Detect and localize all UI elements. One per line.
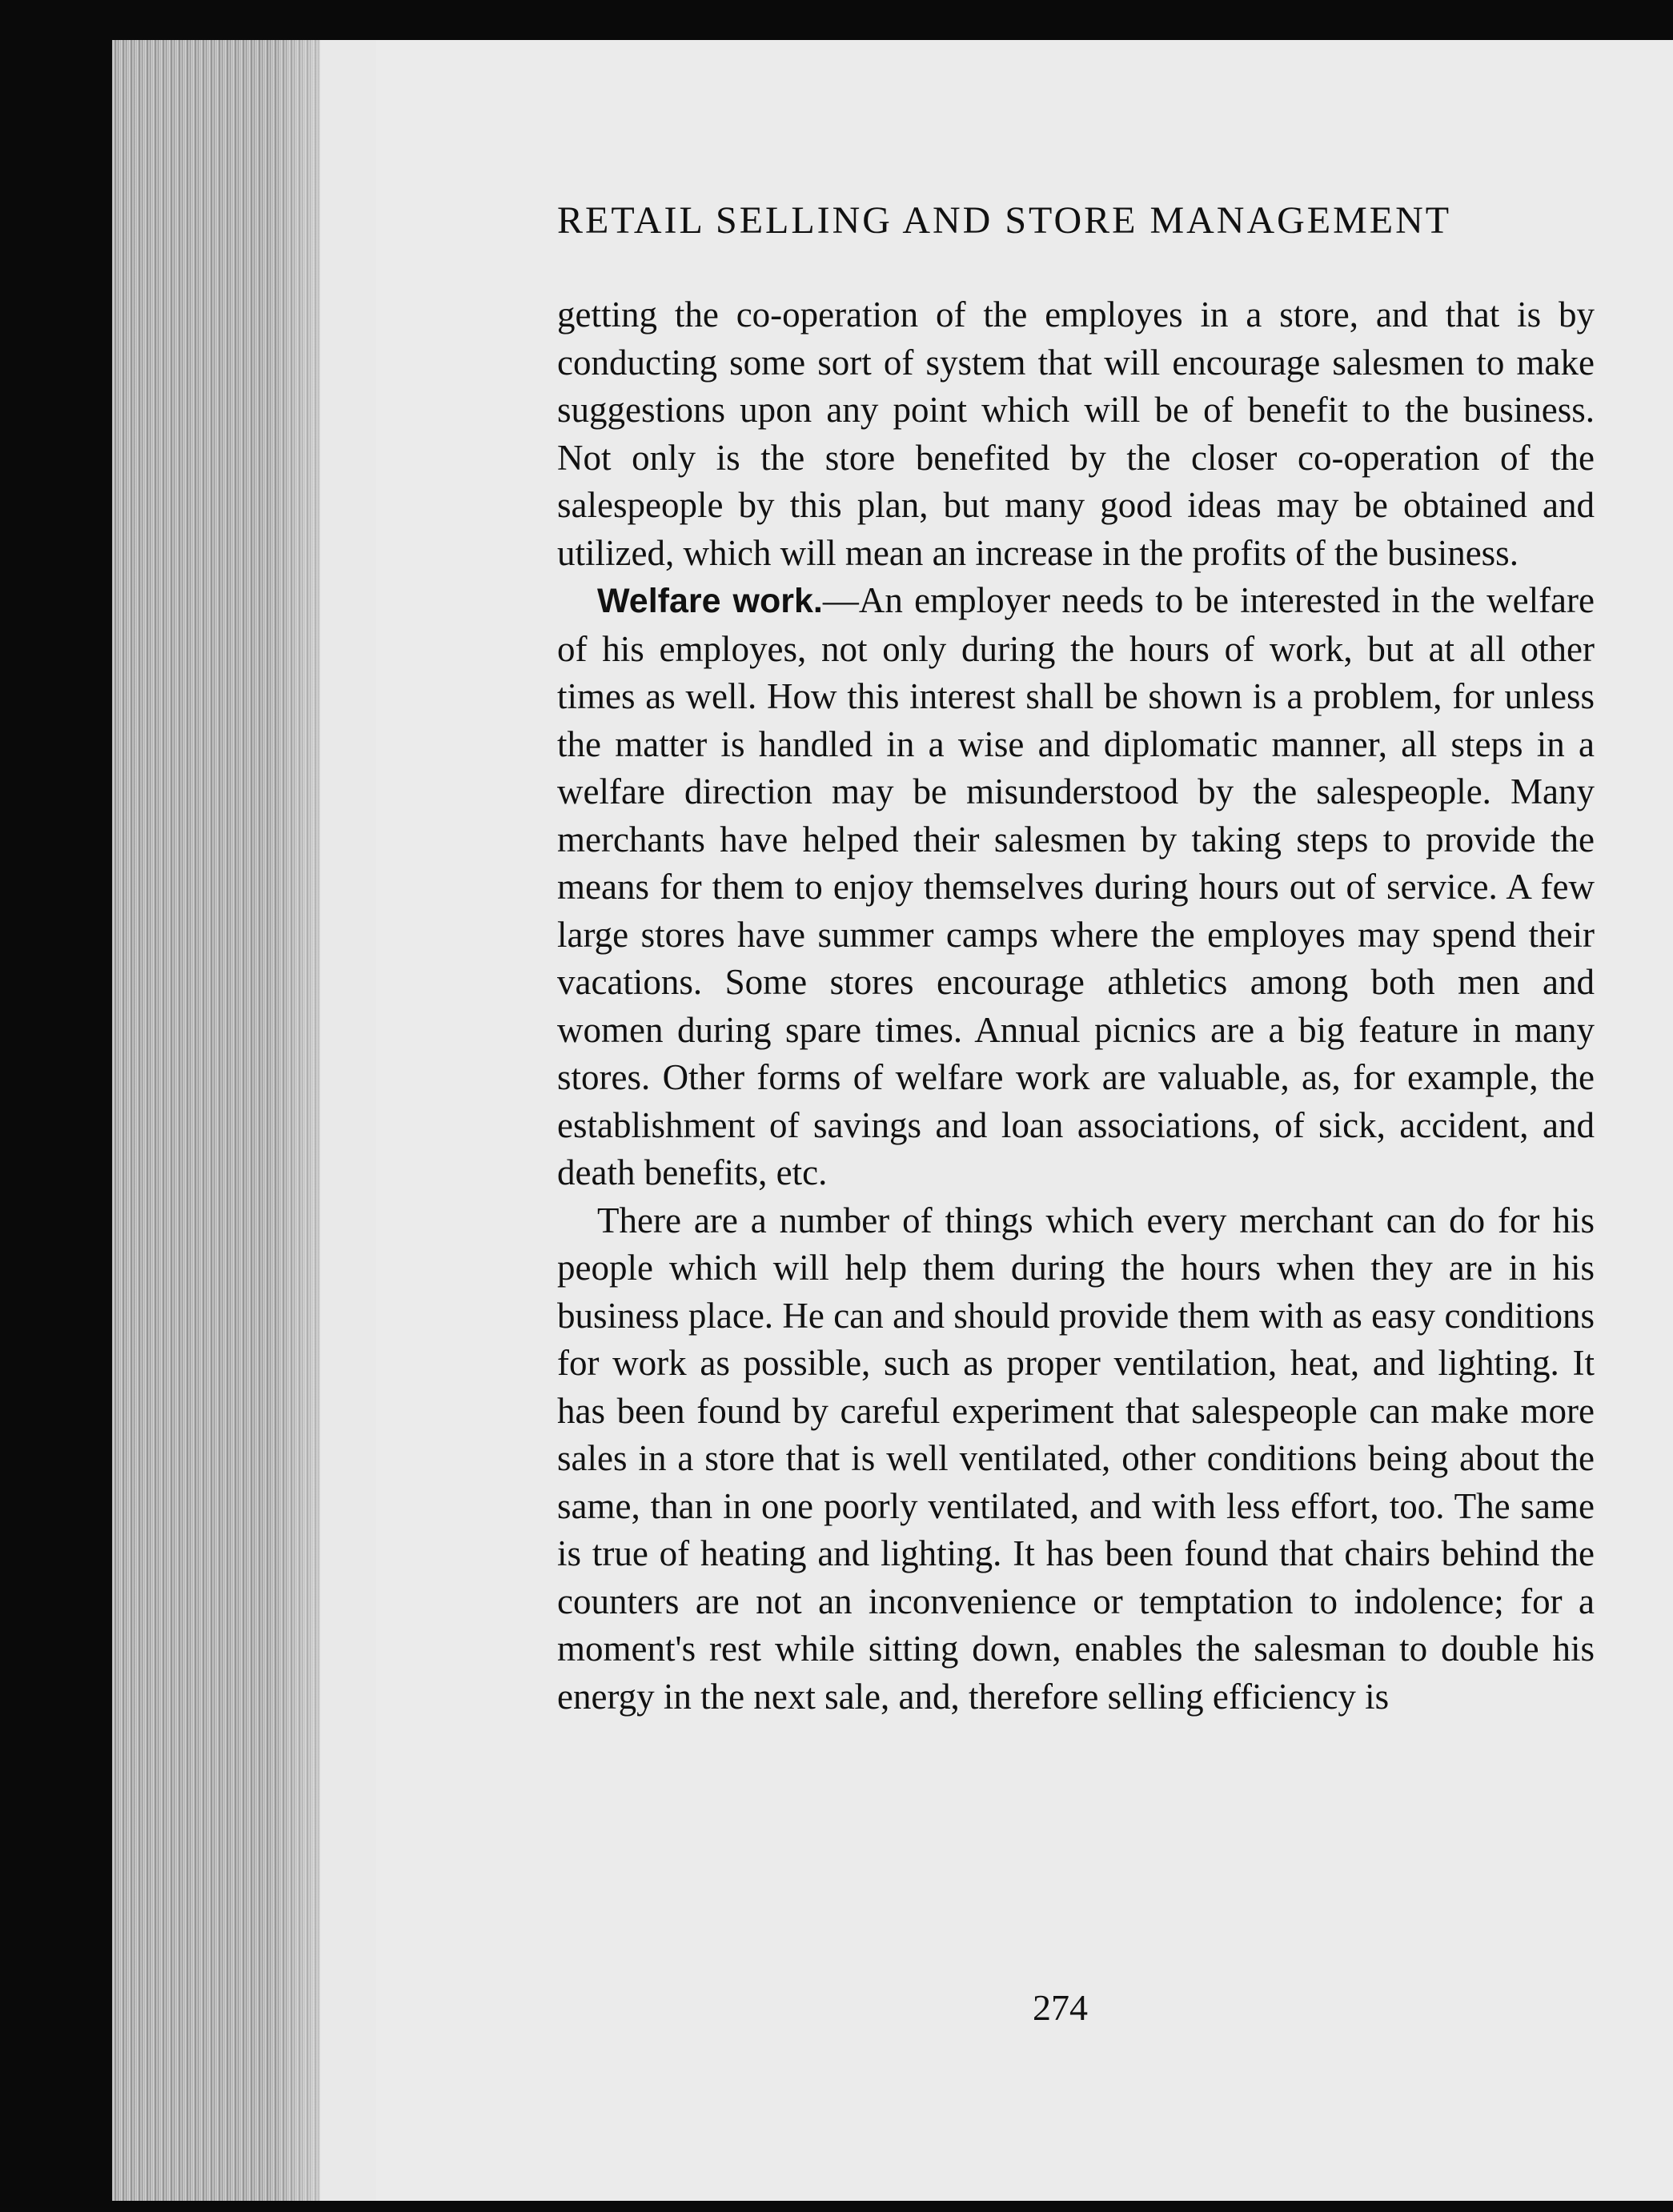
- paragraph-1: getting the co-operation of the employes in a store, and that is by conducting some sort of system that will encourage salesmen to make suggestions upon any point which will be of benefit to the business. Not only is the store benefited by the closer co-operation of the salespeople by this plan, but many good ideas may be obtained and utilized, which will mean an increase in the profits of the business.: [557, 295, 1595, 573]
- page-edges-shadow: [272, 40, 384, 2201]
- section-heading-welfare-work: Welfare work.: [597, 582, 823, 620]
- paragraph-2-body: —An employer needs to be interested in the welfare of his employes, not only during the hours of work, but at all other times as well. How this interest shall be shown is a problem, for unless the matter is handled in a wise and diplomatic manner, all steps in a welfare direction may be misunderstood by the salespeople. Many merchants have helped their salesmen by taking steps to provide the means for them to enjoy themselves during hours out of service. A few large stores have summer camps where the employes may spend their vacations. Some stores encourage athletics among both men and women during spare times. Annual picnics are a big feature in many stores. Other forms of welfare work are valuable, as, for example, the establishment of savings and loan associations, of sick, accident, and death benefits, etc.: [557, 580, 1595, 1192]
- paragraph-2: [557, 577, 1595, 1197]
- paragraph-3: There are a number of things which every merchant can do for his people which will help them during the hours when they are in his business place. He can and should provide them with as easy conditions for work as possible, such as proper ventilation, heat, and lighting. It has been found by careful experiment that salespeople can make more sales in a store that is well ventilated, other conditions being about the same, than in one poorly ventilated, and with less effort, too. The same is true of heating and lighting. It has been found that chairs behind the counters are not an inconvenience or temptation to indolence; for a moment's rest while sitting down, enables the salesman to double his energy in the next sale, and, therefore selling efficiency is: [557, 1200, 1595, 1717]
- page-number: 274: [1033, 1987, 1088, 2028]
- running-head: RETAIL SELLING AND STORE MANAGEMENT: [557, 199, 1452, 242]
- body-text: [557, 291, 1595, 1721]
